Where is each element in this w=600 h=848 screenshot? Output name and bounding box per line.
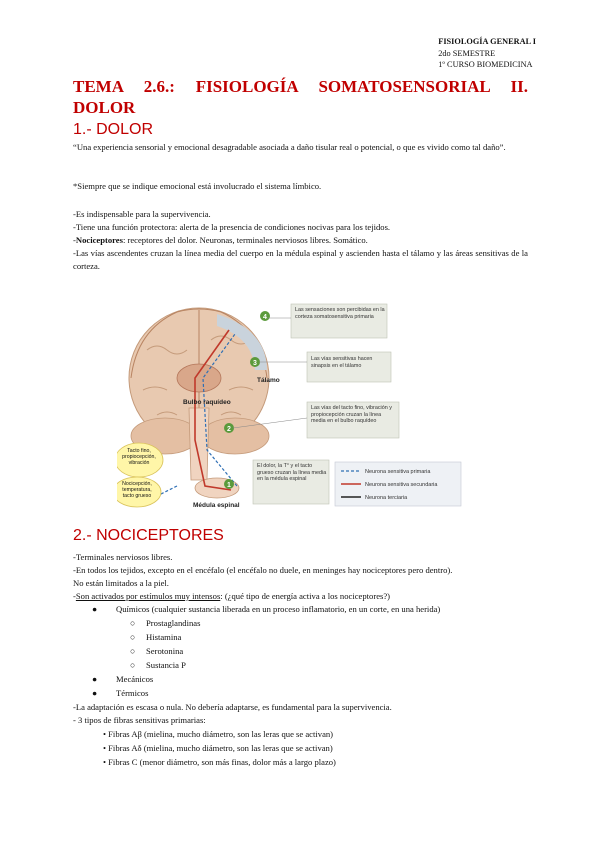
dash: - <box>73 591 76 601</box>
paragraph-line <box>73 590 528 603</box>
step-marker-2 <box>224 423 234 433</box>
page-title: TEMA 2.6.: FISIOLOGÍA SOMATOSENSORIAL II. <box>73 77 528 96</box>
section-heading-nociceptores: 2.- NOCICEPTORES <box>73 527 224 544</box>
somatosensory-pathway-figure: 4 3 2 1 Tálamo Bulbo raquídeo Médula espinal Tacto fino, propiocepción, vibración Nocicepción, temperatura, tacto grueso Las sensaciones son percibidas en la corteza somatosensitiva primaria Las vías sensitivas hacen sinapsis en el tálamo Las vías del tacto fino, vibración y propiocepción cruzan la línea media en el bulbo raquídeo El dolor, la T° y el tacto grueso cruzan la línea media en la médula espinal Neurona sensitiva primaria Neurona sensitiva secundaria Neurona terciaria <box>117 300 467 510</box>
list-item: ○ Sustancia P <box>130 660 186 670</box>
paragraph-line: -Terminales nerviosos libres. <box>73 552 173 562</box>
paragraph-line: -La adaptación es escasa o nula. No debería adaptarse, es fundamental para la supervivencia. <box>73 702 392 712</box>
step-marker-1 <box>224 479 234 489</box>
label-medula: Médula espinal <box>193 502 240 509</box>
list-item: ○ Serotonina <box>130 646 184 656</box>
fiber-item: • Fibras Aβ (mielina, mucho diámetro, son las leras que se activan) <box>103 729 334 739</box>
limbic-note: *Siempre que se indique emocional está involucrado el sistema límbico. <box>73 181 322 191</box>
paragraph-line: -Es indispensable para la supervivencia. <box>73 209 211 219</box>
label-bulbo: Bulbo raquídeo <box>183 399 231 406</box>
touch-bubble-text: Tacto fino, propiocepción, vibración <box>122 448 156 466</box>
section-heading-dolor: 1.- DOLOR <box>73 121 154 138</box>
dash: - <box>73 235 76 245</box>
thalamus <box>177 364 221 392</box>
paragraph-line: No están limitados a la piel. <box>73 578 169 588</box>
paragraph-line: -En todos los tejidos, excepto en el encéfalo (el encéfalo no duele, en meninges hay nociceptores pero dentro). <box>73 565 453 575</box>
circle-bullet-icon: ○ <box>130 646 136 656</box>
step-marker-4 <box>260 311 270 321</box>
activation-question: : (¿qué tipo de energía activa a los nociceptores?) <box>220 591 391 601</box>
circle-bullet-icon: ○ <box>130 660 136 670</box>
circle-bullet-icon: ○ <box>130 618 136 628</box>
document-header <box>438 36 536 71</box>
header-degree: 1º CURSO BIOMEDICINA <box>438 60 533 69</box>
bullet-icon: ● <box>92 604 98 614</box>
nociceptores-term: Nociceptores <box>75 235 123 245</box>
definition-quote: “Una experiencia sensorial y emocional desagradable asociada a daño tisular real o potencial, o que es vivido como tal daño”. <box>73 142 506 152</box>
paragraph-line: -Tiene una función protectora: alerta de la presencia de condiciones nocivas para los tejidos. <box>73 222 391 232</box>
list-item: ● Mecánicos <box>92 674 154 684</box>
svg-text:Neurona sensitiva secundaria: Neurona sensitiva secundaria <box>365 482 438 488</box>
header-course: FISIOLOGÍA GENERAL I <box>438 37 536 46</box>
svg-text:2: 2 <box>227 426 231 433</box>
paragraph-line <box>73 234 528 247</box>
paragraph-line: -Las vías ascendentes cruzan la línea media del cuerpo en la médula espinal y ascienden hasta el tálamo y las áreas sensitivas de la corteza. <box>73 248 528 271</box>
svg-text:3: 3 <box>253 360 257 367</box>
list-item: ○ Prostaglandinas <box>130 618 201 628</box>
brainstem <box>189 408 209 480</box>
activation-phrase: Son activados por estímulos muy intensos <box>75 591 221 601</box>
pain-bubble-text: Nocicepción, temperatura, tacto grueso <box>122 481 152 499</box>
circle-bullet-icon: ○ <box>130 632 136 642</box>
fiber-item: • Fibras Aδ (mielina, mucho diámetro, son las leras que se activan) <box>103 743 333 753</box>
paragraph-line: - 3 tipos de fibras sensitivas primarias: <box>73 715 206 725</box>
list-item: ● Térmicos <box>92 688 149 698</box>
svg-text:Neurona terciaria: Neurona terciaria <box>365 495 408 501</box>
label-talamo: Tálamo <box>257 377 280 384</box>
list-item: ● Químicos (cualquier sustancia liberada en un proceso inflamatorio, en un corte, en una herida) <box>92 604 441 614</box>
bullet-icon: ● <box>92 688 98 698</box>
fiber-item: • Fibras C (menor diámetro, son más finas, dolor más a largo plazo) <box>103 757 336 767</box>
page-title-line2: DOLOR <box>73 98 136 117</box>
svg-text:1: 1 <box>227 482 231 489</box>
svg-text:Neurona sensitiva primaria: Neurona sensitiva primaria <box>365 469 431 475</box>
list-item: ○ Histamina <box>130 632 182 642</box>
step-marker-3 <box>250 357 260 367</box>
header-semester: 2do SEMESTRE <box>438 48 496 58</box>
nociceptores-def: : receptores del dolor. Neuronas, terminales nerviosos libres. Somático. <box>122 235 368 245</box>
svg-text:4: 4 <box>263 314 267 321</box>
bullet-icon: ● <box>92 674 98 684</box>
